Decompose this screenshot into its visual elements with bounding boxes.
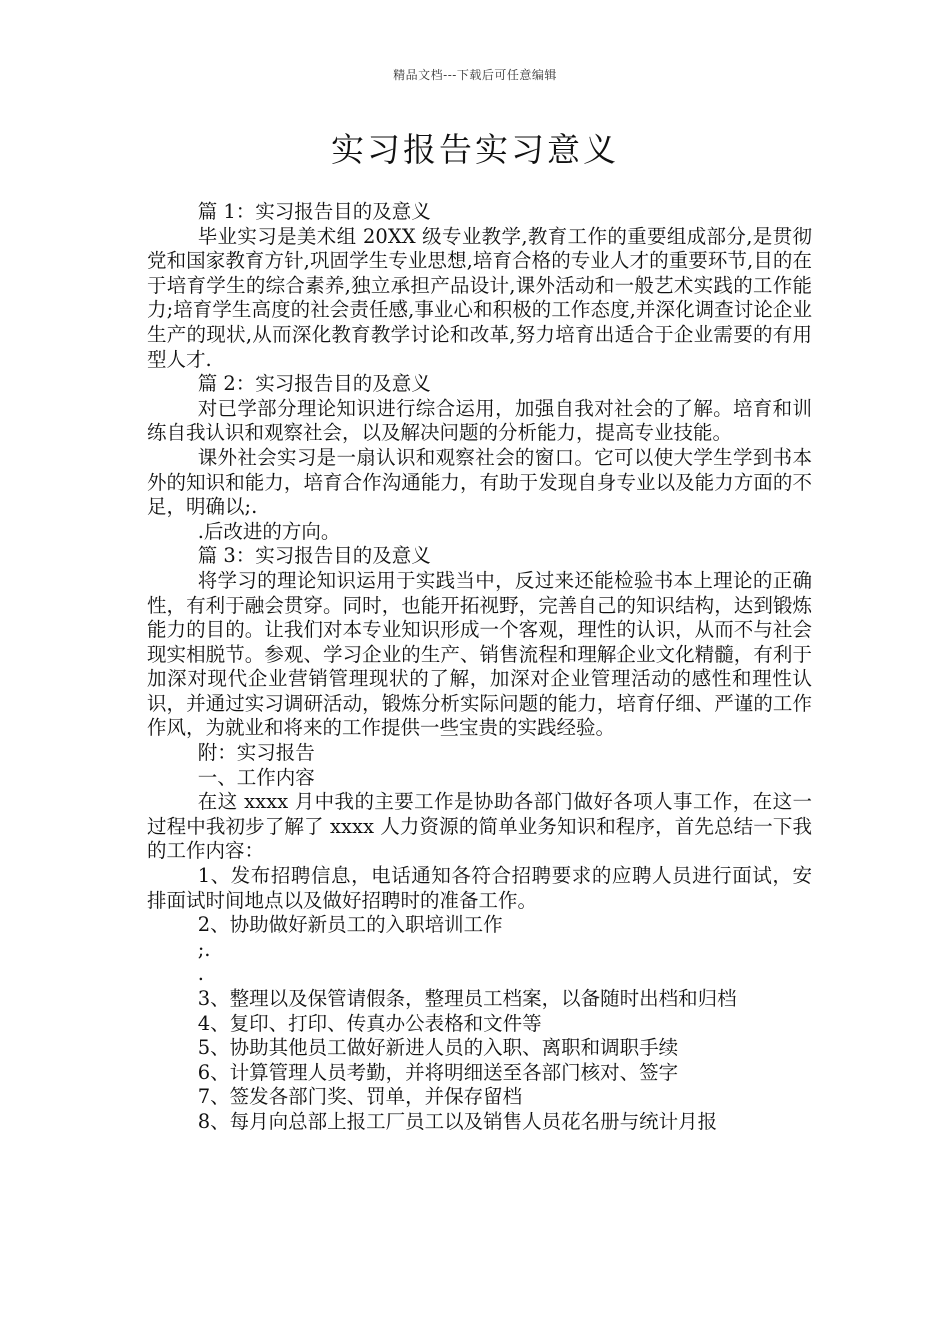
paragraph: 将学习的理论知识运用于实践当中，反过来还能检验书本上理论的正确性，有利于融会贯穿。同时，也能开拓视野，完善自己的知识结构，达到锻炼能力的目的。让我们对本专业知识形成一个客观，理性的认识，从而不与社会现实相脱节。参观、学习企业的生产、销售流程和理解企业文化精髓，有利于加深对现代企业营销管理现状的了解，加深对企业管理活动的感性和理性认识，并通过实习调研活动，锻炼分析实际问题的能力，培育仔细、严谨的工作作风，为就业和将来的工作提供一些宝贵的实践经验。 <box>147 568 812 740</box>
subsection-heading: 一、工作内容 <box>197 765 315 789</box>
header-note: 精品文档---下载后可任意编辑 <box>393 68 557 82</box>
list-item: 3、整理以及保管请假条，整理员工档案，以备随时出档和归档 <box>197 987 737 1010</box>
document-title: 实习报告实习意义 <box>331 130 619 169</box>
section-heading-3: 篇 3：实习报告目的及意义 <box>197 544 431 568</box>
paragraph: 对已学部分理论知识进行综合运用，加强自我对社会的了解。培育和训练自我认识和观察社会，以及解决问题的分析能力，提高专业技能。 <box>147 396 812 445</box>
section-heading-1: 篇 1：实习报告目的及意义 <box>197 200 431 223</box>
paragraph: 在这 xxxx 月中我的主要工作是协助各部门做好各项人事工作，在这一过程中我初步了解了 xxxx 人力资源的简单业务知识和程序，首先总结一下我的工作内容： <box>147 790 812 863</box>
list-item: 8、每月向总部上报工厂员工以及销售人员花名册与统计月报 <box>197 1109 718 1133</box>
list-item: 6、计算管理人员考勤，并将明细送至各部门核对、签字 <box>197 1060 679 1084</box>
stray-mark: . <box>197 962 204 986</box>
paragraph: 毕业实习是美术组 20XX 级专业教学,教育工作的重要组成部分,是贯彻党和国家教育方针,巩固学生专业思想,培育合格的专业人才的重要环节,目的在于培育学生的综合素养,独立承担产品设计,课外活动和一般艺术实践的工作能力;培育学生高度的社会责任感,事业心和积极的工作态度,并深化调查讨论企业生产的现状,从而深化教育教学讨论和改革,努力培育出适合于企业需要的有用型人才. <box>147 224 812 371</box>
list-item: 1、发布招聘信息，电话通知各符合招聘要求的应聘人员进行面试，安排面试时间地点以及做好招聘时的准备工作。 <box>147 864 812 912</box>
paragraph: 课外社会实习是一扇认识和观察社会的窗口。它可以使大学生学到书本外的知识和能力，培育合作沟通能力，有助于发现自身专业以及能力方面的不足，明确以;. <box>147 445 812 519</box>
paragraph: .后改进的方向。 <box>197 519 341 543</box>
stray-mark: ;. <box>197 937 211 961</box>
list-item: 2、协助做好新员工的入职培训工作 <box>197 913 503 937</box>
list-item: 4、复印、打印、传真办公表格和文件等 <box>197 1011 542 1035</box>
document-body <box>147 200 812 1135</box>
list-item: 7、签发各部门奖、罚单，并保存留档 <box>197 1085 523 1109</box>
section-heading-2: 篇 2：实习报告目的及意义 <box>197 372 431 396</box>
list-item: 5、协助其他员工做好新进人员的入职、离职和调职手续 <box>197 1036 679 1060</box>
appendix-heading: 附：实习报告 <box>197 741 315 765</box>
